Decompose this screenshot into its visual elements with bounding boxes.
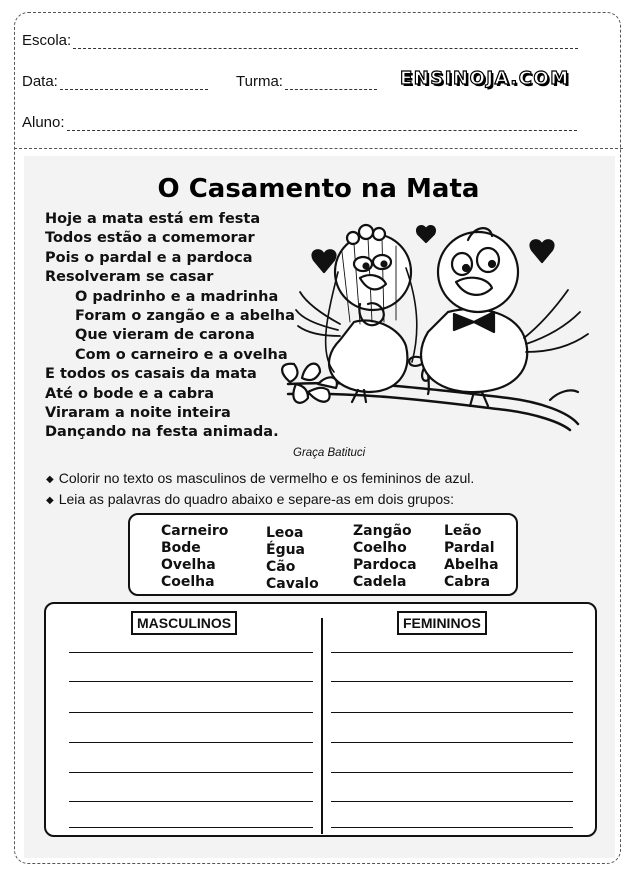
word-item: Leão [444, 523, 482, 539]
word-column [444, 523, 499, 591]
author-credit: Graça Batituci [293, 447, 366, 459]
writing-line[interactable] [69, 742, 313, 743]
word-item: Pardoca [353, 557, 417, 573]
word-item: Égua [266, 542, 305, 558]
writing-line[interactable] [69, 772, 313, 773]
word-item: Carneiro [161, 523, 229, 539]
poem-line: E todos os casais da mata [45, 366, 257, 383]
writing-line[interactable] [69, 712, 313, 713]
masculine-header: MASCULINOS [131, 611, 237, 635]
word-item: Zangão [353, 523, 412, 539]
writing-line[interactable] [69, 652, 313, 653]
word-item: Leoa [266, 525, 304, 541]
poem-line: Que vieram de carona [75, 327, 255, 344]
poem-line: Foram o zangão e a abelha [75, 308, 295, 325]
diamond-bullet-icon: ◆ [46, 495, 54, 506]
class-field[interactable] [236, 73, 377, 90]
worksheet-title: O Casamento na Mata [157, 174, 480, 204]
writing-line[interactable] [69, 681, 313, 682]
student-field[interactable] [22, 114, 577, 131]
word-item: Cabra [444, 574, 491, 590]
word-item: Cão [266, 559, 296, 575]
ensinoja-logo: ENSINOJA.COM [400, 68, 570, 89]
poem-line: Hoje a mata está em festa [45, 211, 261, 227]
word-item: Pardal [444, 540, 495, 556]
writing-line[interactable] [331, 681, 573, 682]
word-item: Ovelha [161, 557, 216, 573]
writing-line[interactable] [331, 652, 573, 653]
date-label: Data: [22, 73, 58, 90]
word-column [266, 525, 319, 593]
date-field[interactable] [22, 73, 208, 90]
writing-line[interactable] [69, 827, 313, 828]
poem-line: Todos estão a comemorar [45, 230, 255, 247]
writing-line[interactable] [331, 801, 573, 802]
poem-line: Até o bode e a cabra [45, 385, 215, 402]
school-label: Escola: [22, 32, 72, 49]
poem [45, 210, 295, 443]
class-blank-line[interactable] [285, 79, 377, 90]
word-item: Coelho [353, 540, 407, 556]
school-field[interactable] [22, 32, 578, 49]
writing-line[interactable] [331, 827, 573, 828]
diamond-bullet-icon: ◆ [46, 474, 54, 485]
writing-line[interactable] [331, 772, 573, 773]
poem-line: Resolveram se casar [45, 269, 214, 286]
date-blank-line[interactable] [60, 79, 208, 90]
class-label: Turma: [236, 73, 283, 90]
header-divider [14, 148, 623, 149]
instruction-text: Leia as palavras do quadro abaixo e separe-as em dois grupos: [58, 491, 455, 507]
student-blank-line[interactable] [67, 120, 577, 131]
word-item: Cavalo [266, 576, 319, 592]
word-box [128, 513, 518, 596]
instruction-text: Colorir no texto os masculinos de vermelho e os femininos de azul. [58, 470, 475, 486]
writing-line[interactable] [331, 712, 573, 713]
word-column [161, 523, 228, 591]
two-birds-wedding-illustration [278, 212, 596, 440]
poem-line: O padrinho e a madrinha [75, 288, 279, 305]
word-item: Cadela [353, 574, 407, 590]
student-label: Aluno: [22, 114, 65, 131]
writing-line[interactable] [331, 742, 573, 743]
word-item: Bode [161, 540, 201, 556]
table-column-divider [321, 618, 323, 834]
poem-line: Dançando na festa animada. [45, 424, 279, 441]
feminine-header: FEMININOS [397, 611, 487, 635]
poem-line: Com o carneiro e a ovelha [75, 346, 288, 363]
poem-line: Viraram a noite inteira [45, 405, 231, 422]
poem-line: Pois o pardal e a pardoca [45, 249, 253, 266]
word-column [353, 523, 417, 591]
instruction-2 [46, 491, 454, 507]
writing-line[interactable] [69, 801, 313, 802]
instruction-1 [46, 470, 474, 486]
word-item: Coelha [161, 574, 215, 590]
word-item: Abelha [444, 557, 499, 573]
school-blank-line[interactable] [73, 38, 578, 49]
